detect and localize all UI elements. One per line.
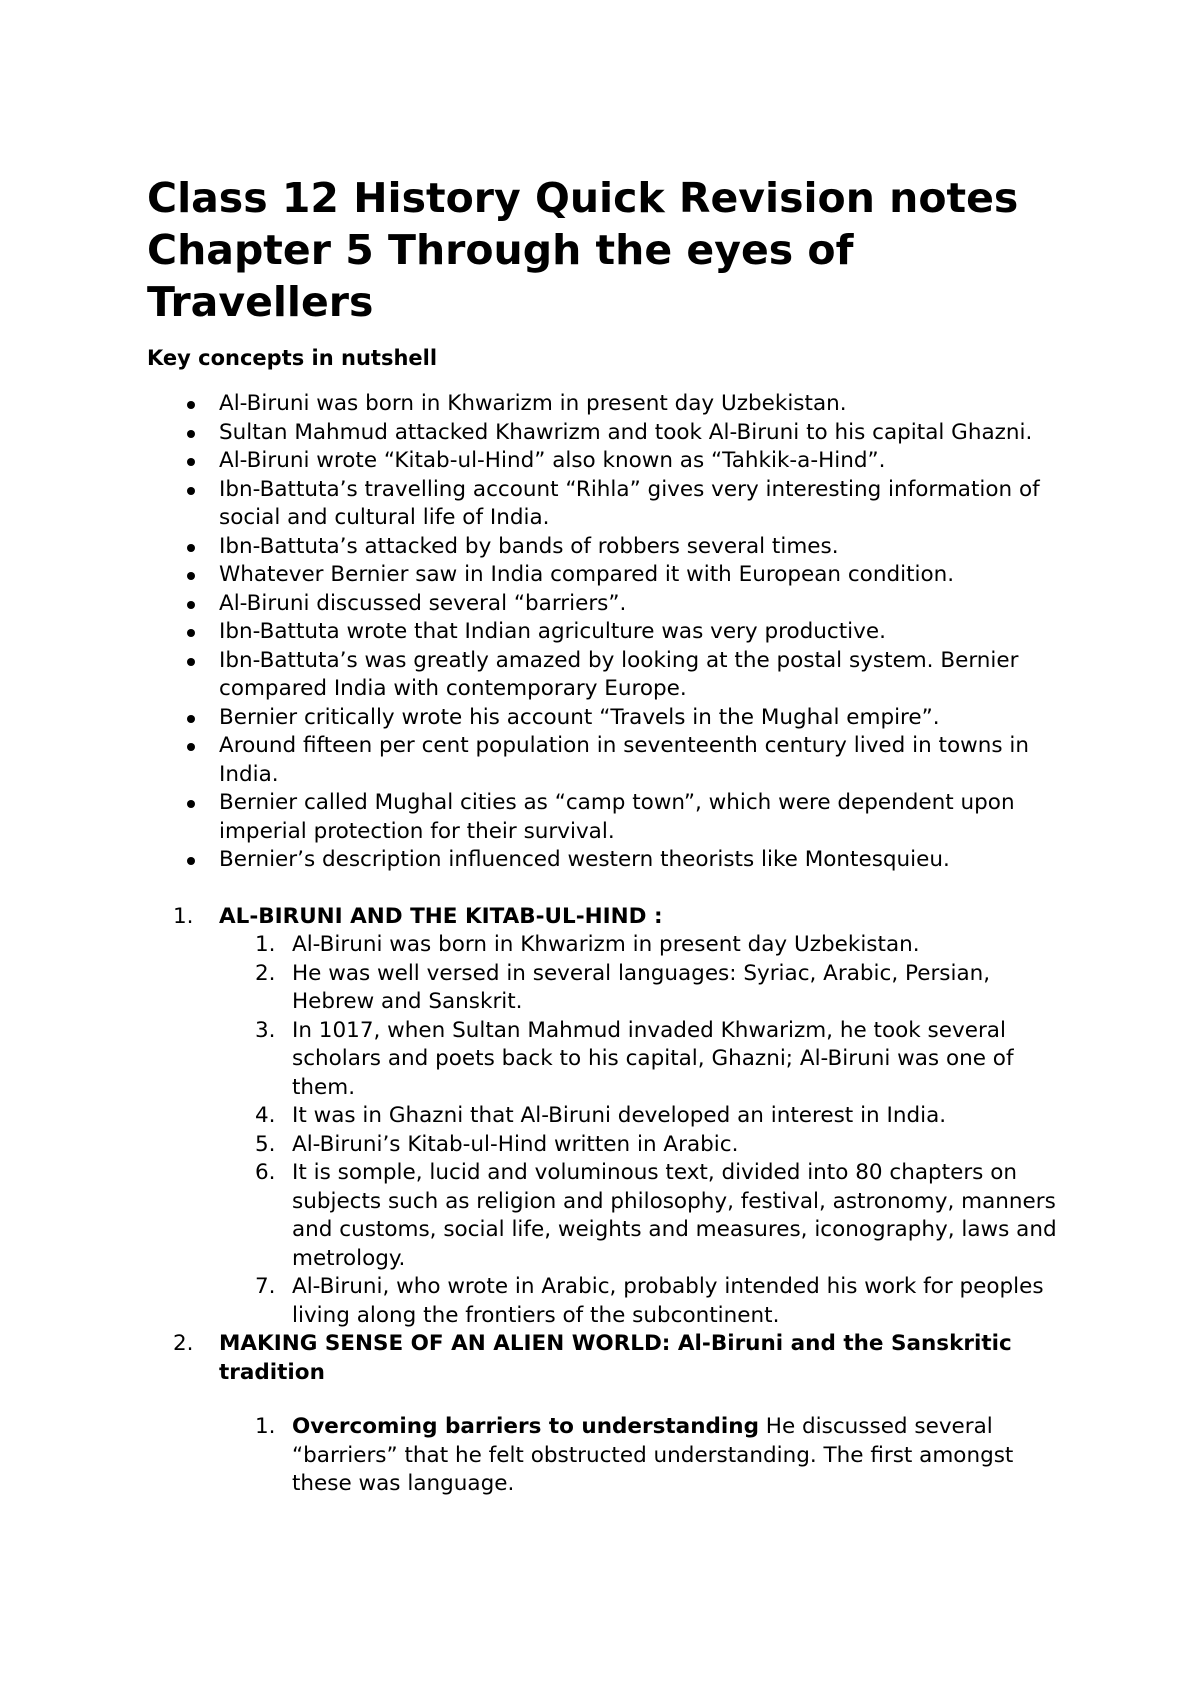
item-number: 1. [255, 932, 276, 957]
item-text: He was well versed in several languages: Syriac, Arabic, Persian, Hebrew and Sanskrit. [292, 960, 991, 1014]
bullet-item: Al-Biruni was born in Khwarizm in present day Uzbekistan. [147, 390, 1077, 419]
document-title: Class 12 History Quick Revision notes Chapter 5 Through the eyes of Travellers [147, 174, 1019, 326]
section-number: 2. [173, 1331, 194, 1356]
item-number: 6. [255, 1160, 276, 1185]
bullet-item: Ibn-Battuta’s attacked by bands of robbers several times. [147, 533, 1077, 562]
section-1 [147, 903, 1077, 1331]
section-number: 1. [173, 903, 194, 929]
bullet-item: Bernier critically wrote his account “Travels in the Mughal empire”. [147, 704, 1077, 733]
item-text: In 1017, when Sultan Mahmud invaded Khwarizm, he took several scholars and poets back to his capital, Ghazni; Al-Biruni was one of them. [292, 1017, 1014, 1100]
item-number: 3. [255, 1017, 276, 1043]
section-2-items [219, 1413, 1077, 1499]
bullet-item: Around fifteen per cent population in seventeenth century lived in towns in India. [147, 732, 1077, 789]
item-text: Al-Biruni, who wrote in Arabic, probably intended his work for peoples living along the frontiers of the subcontinent. [292, 1274, 1044, 1328]
item-text: Al-Biruni was born in Khwarizm in present day Uzbekistan. [292, 932, 920, 957]
bullet-item: Whatever Bernier saw in India compared it with European condition. [147, 561, 1077, 590]
key-concepts-list [147, 390, 1077, 875]
bullet-item: Al-Biruni discussed several “barriers”. [147, 590, 1077, 619]
list-item [219, 1273, 1077, 1330]
section-title: MAKING SENSE OF AN ALIEN WORLD: Al-Biruni and the Sanskritic tradition [219, 1331, 1012, 1385]
document-page [147, 172, 1077, 1499]
item-number: 1. [255, 1414, 276, 1439]
sections-list [147, 903, 1077, 1499]
bullet-item: Bernier’s description influenced western theorists like Montesquieu. [147, 846, 1077, 875]
list-item [219, 1159, 1077, 1273]
list-item [219, 960, 1077, 1017]
item-text: It was in Ghazni that Al-Biruni developed an interest in India. [292, 1103, 947, 1128]
item-number: 2. [255, 960, 276, 986]
item-text: He discussed several “barriers” that he felt obstructed understanding. The first amongst these was language. [292, 1414, 1014, 1496]
item-number: 7. [255, 1274, 276, 1299]
item-text: It is somple, lucid and voluminous text, divided into 80 chapters on subjects such as religion and philosophy, festival, astronomy, manners and customs, social life, weights and measures, iconography, laws and metrology. [292, 1160, 1057, 1271]
item-bold-lead: Overcoming barriers to understanding [292, 1414, 759, 1439]
bullet-item: Ibn-Battuta’s was greatly amazed by looking at the postal system. Bernier compared India with contemporary Europe. [147, 647, 1077, 704]
item-number: 5. [255, 1131, 276, 1157]
list-item [219, 1017, 1077, 1103]
item-text: Al-Biruni’s Kitab-ul-Hind written in Arabic. [292, 1131, 739, 1157]
bullet-item: Al-Biruni wrote “Kitab-ul-Hind” also known as “Tahkik-a-Hind”. [147, 447, 1077, 476]
item-number: 4. [255, 1103, 276, 1128]
list-item [219, 931, 1077, 960]
list-item [219, 1131, 1077, 1160]
key-concepts-heading: Key concepts in nutshell [147, 346, 438, 370]
list-item [219, 1102, 1077, 1131]
bullet-item: Ibn-Battuta’s travelling account “Rihla” gives very interesting information of social and cultural life of India. [147, 476, 1077, 533]
bullet-item: Bernier called Mughal cities as “camp town”, which were dependent upon imperial protection for their survival. [147, 789, 1077, 846]
section-title: AL-BIRUNI AND THE KITAB-UL-HIND : [219, 903, 663, 929]
section-2 [147, 1330, 1077, 1499]
bullet-item: Sultan Mahmud attacked Khawrizm and took Al-Biruni to his capital Ghazni. [147, 419, 1077, 448]
list-item [219, 1413, 1077, 1499]
section-1-items [219, 931, 1077, 1330]
bullet-item: Ibn-Battuta wrote that Indian agriculture was very productive. [147, 618, 1077, 647]
